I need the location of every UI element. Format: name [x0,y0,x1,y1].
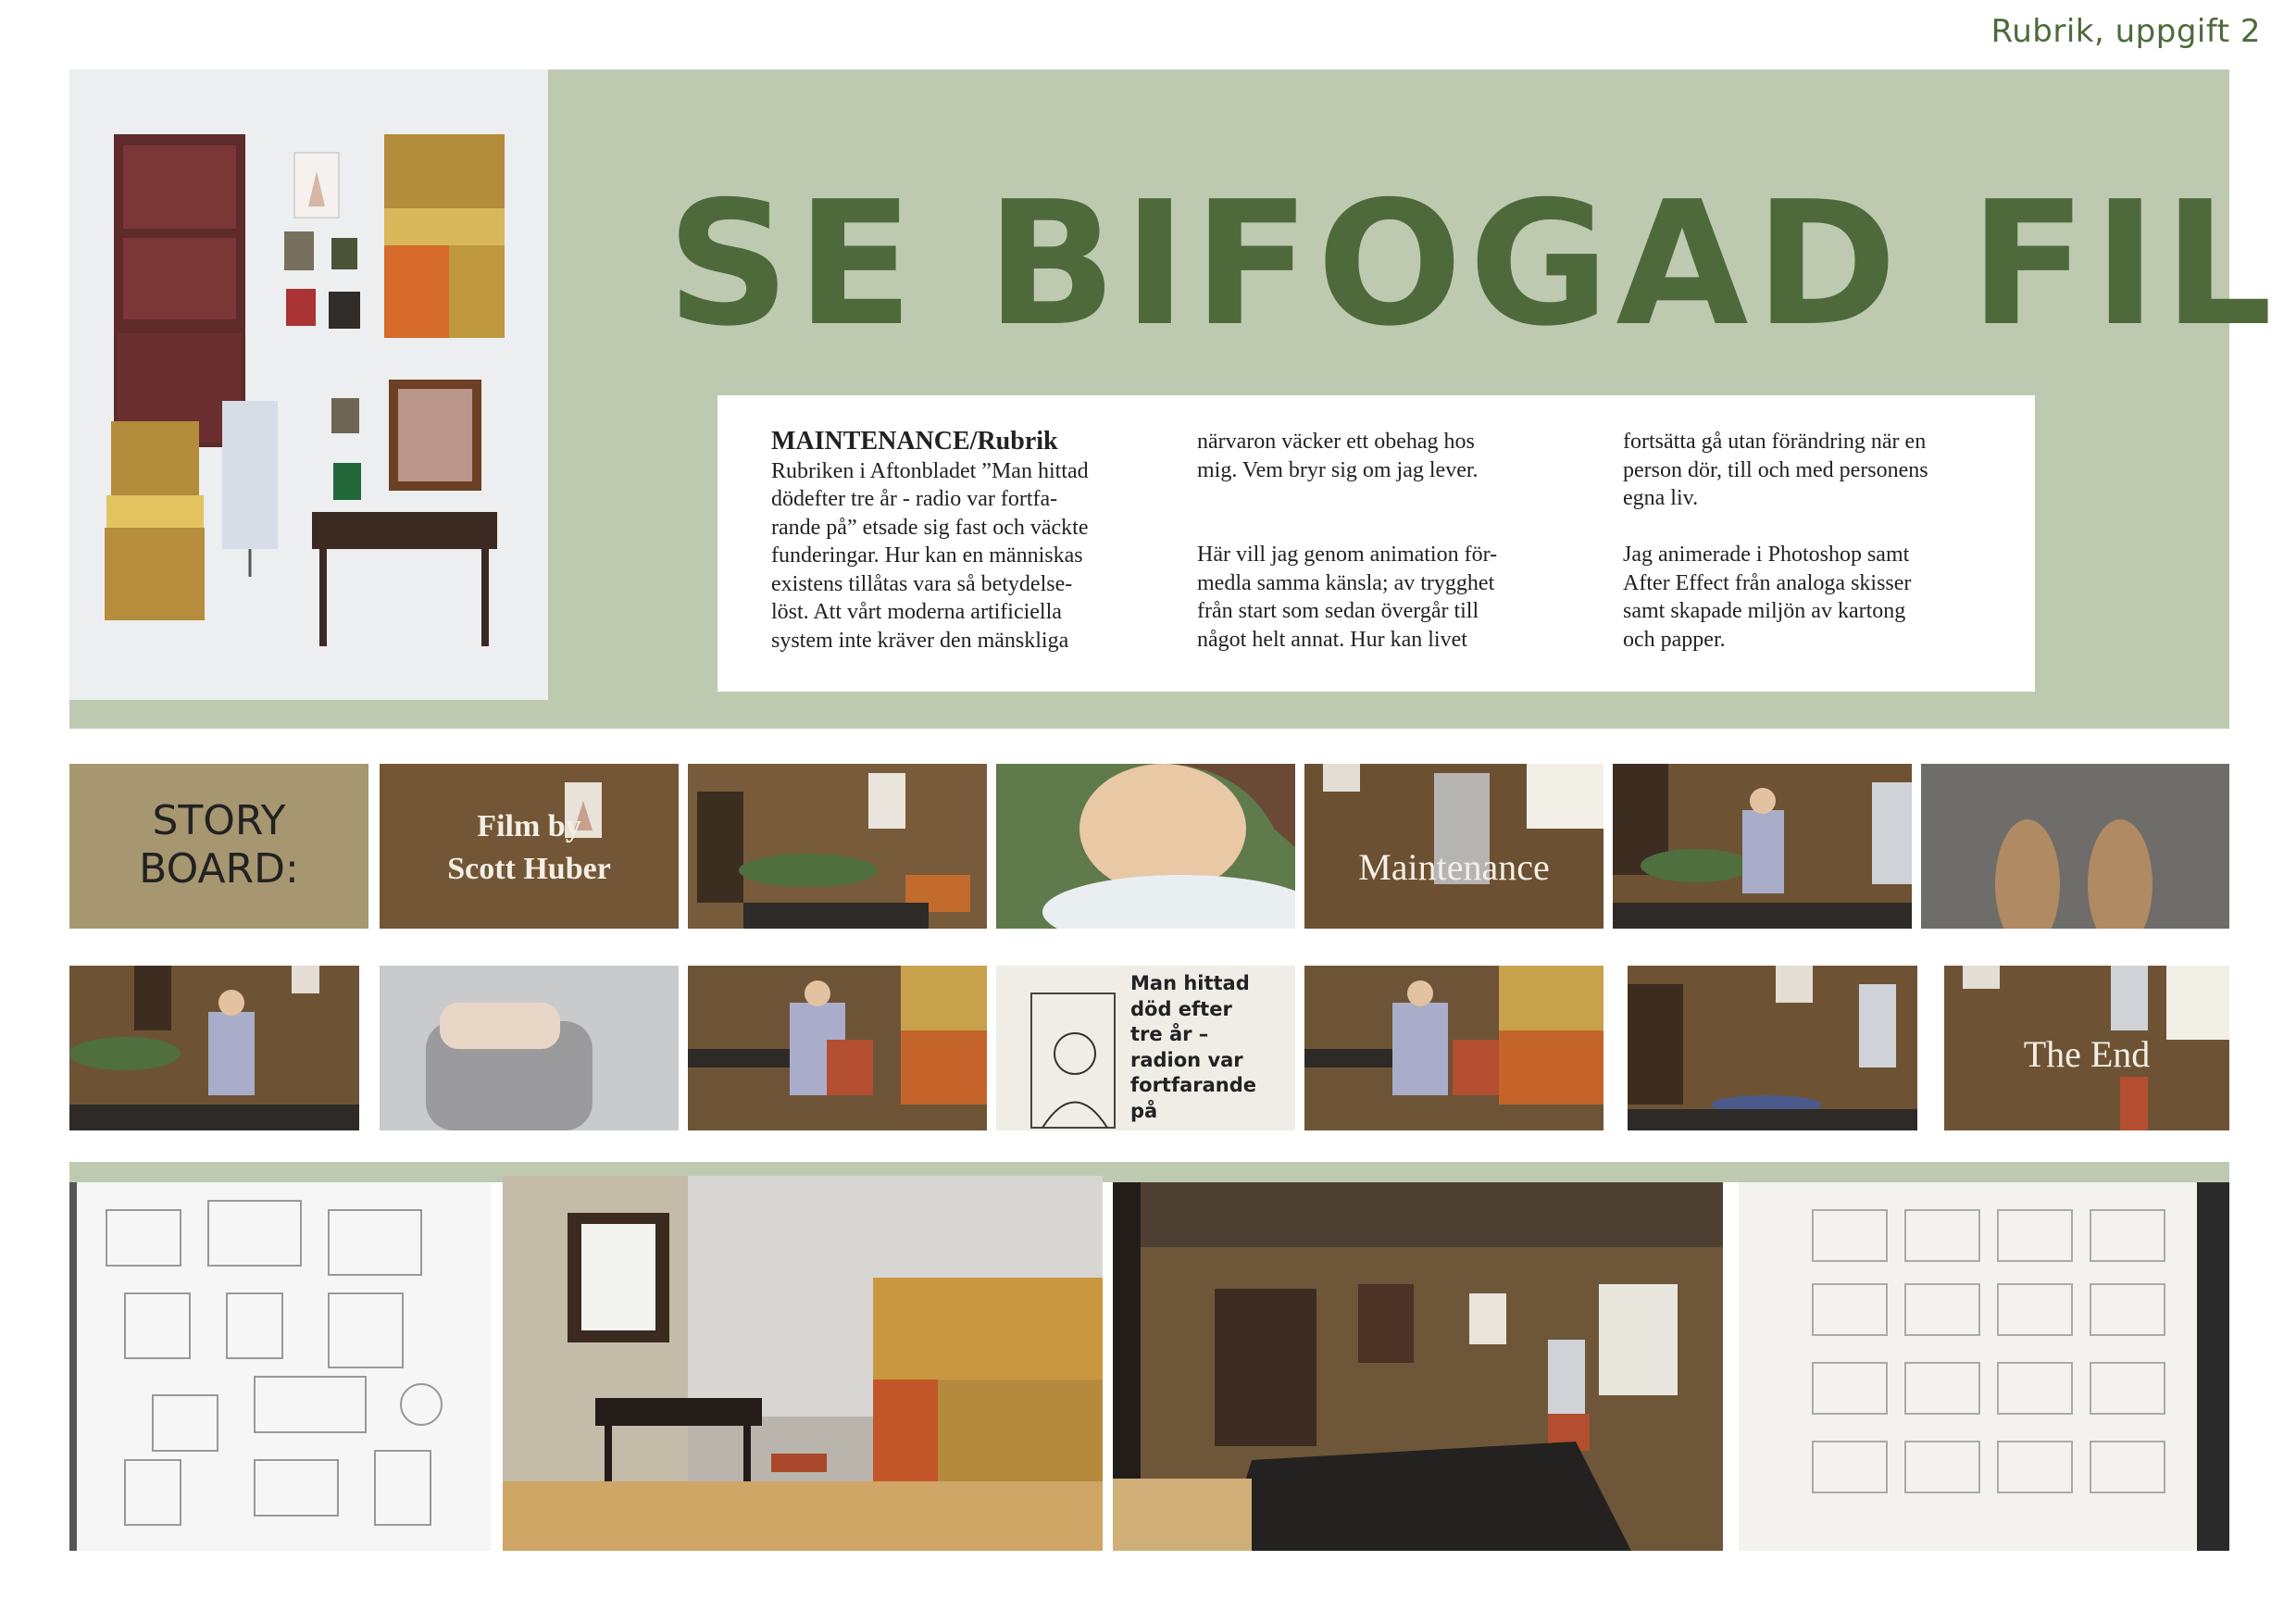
storyboard-frame-lying [1628,966,1917,1130]
storyboard-frame-title [380,764,679,929]
storyboard-frame-bed-sitting [69,966,359,1130]
text-column-1-body: Rubriken i Aftonbladet ”Man hittad dödefter tre år - radio var fortfa- rande på” etsade sig fast och väckte funderingar. Hur kan en människas existens tillåtas vara så betydelse- löst. Att vårt moderna artificiella system inte kräver den mänskliga [771,458,1089,653]
page-corner-label: Rubrik, uppgift 2 [1990,13,2261,50]
storyboard-frame-face [996,764,1295,929]
storyboard-label [69,764,368,929]
storyboard-frame-toaster [380,966,679,1130]
room-photo-kitchen [503,1176,1103,1551]
description-text-box [718,395,2035,692]
storyboard-frame-sleeping [688,764,987,929]
storyboard-frame-sitting [1613,764,1912,929]
lower-accent-band [69,1162,2229,1182]
sketch-icon [69,1182,492,1551]
newspaper-headline: Man hittad död efter tre år – radion var fortfarande på [1130,972,1257,1122]
storyboard-frame-title-card [1304,764,1603,929]
storyboard-frame-newspaper [996,966,1295,1130]
room-photo-bedroom [1113,1182,1723,1551]
storyboard-frame-reading-2 [1304,966,1603,1130]
storyboard-frame-reading [688,966,987,1130]
room-photo-icon [503,1176,1103,1551]
text-column-2: närvaron väcker ett obehag hos mig. Vem bryr sig om jag lever. Här vill jag genom animation för- medla samma känsla; av trygghet från start som sedan övergår till något helt annat. Hur kan livet [1197,430,1498,652]
text-column-1 [771,428,1137,655]
page-headline: SE BIFOGAD FIL [667,164,2279,364]
text-column-3: fortsätta gå utan förändring när en person dör, till och med personens egna liv. Jag animerade i Photoshop samt After Effect från analoga skisser samt skapade miljön av kartong och papper. [1623,430,1928,652]
storyboard-frame-end-card [1944,966,2229,1130]
title-card-text: Maintenance [1358,846,1550,888]
description-heading: MAINTENANCE/Rubrik [771,427,1058,456]
end-card-text: The End [2023,1033,2151,1075]
storyboard-frame-feet [1921,764,2229,929]
film-credit-text: Film by Scott Huber [447,809,611,886]
furniture-collage-image [69,69,548,700]
storyboard-label-text: STORY BOARD: [139,797,299,893]
pencil-sketch-floorplan [69,1182,492,1551]
sketchbook-storyboard [1739,1182,2229,1551]
